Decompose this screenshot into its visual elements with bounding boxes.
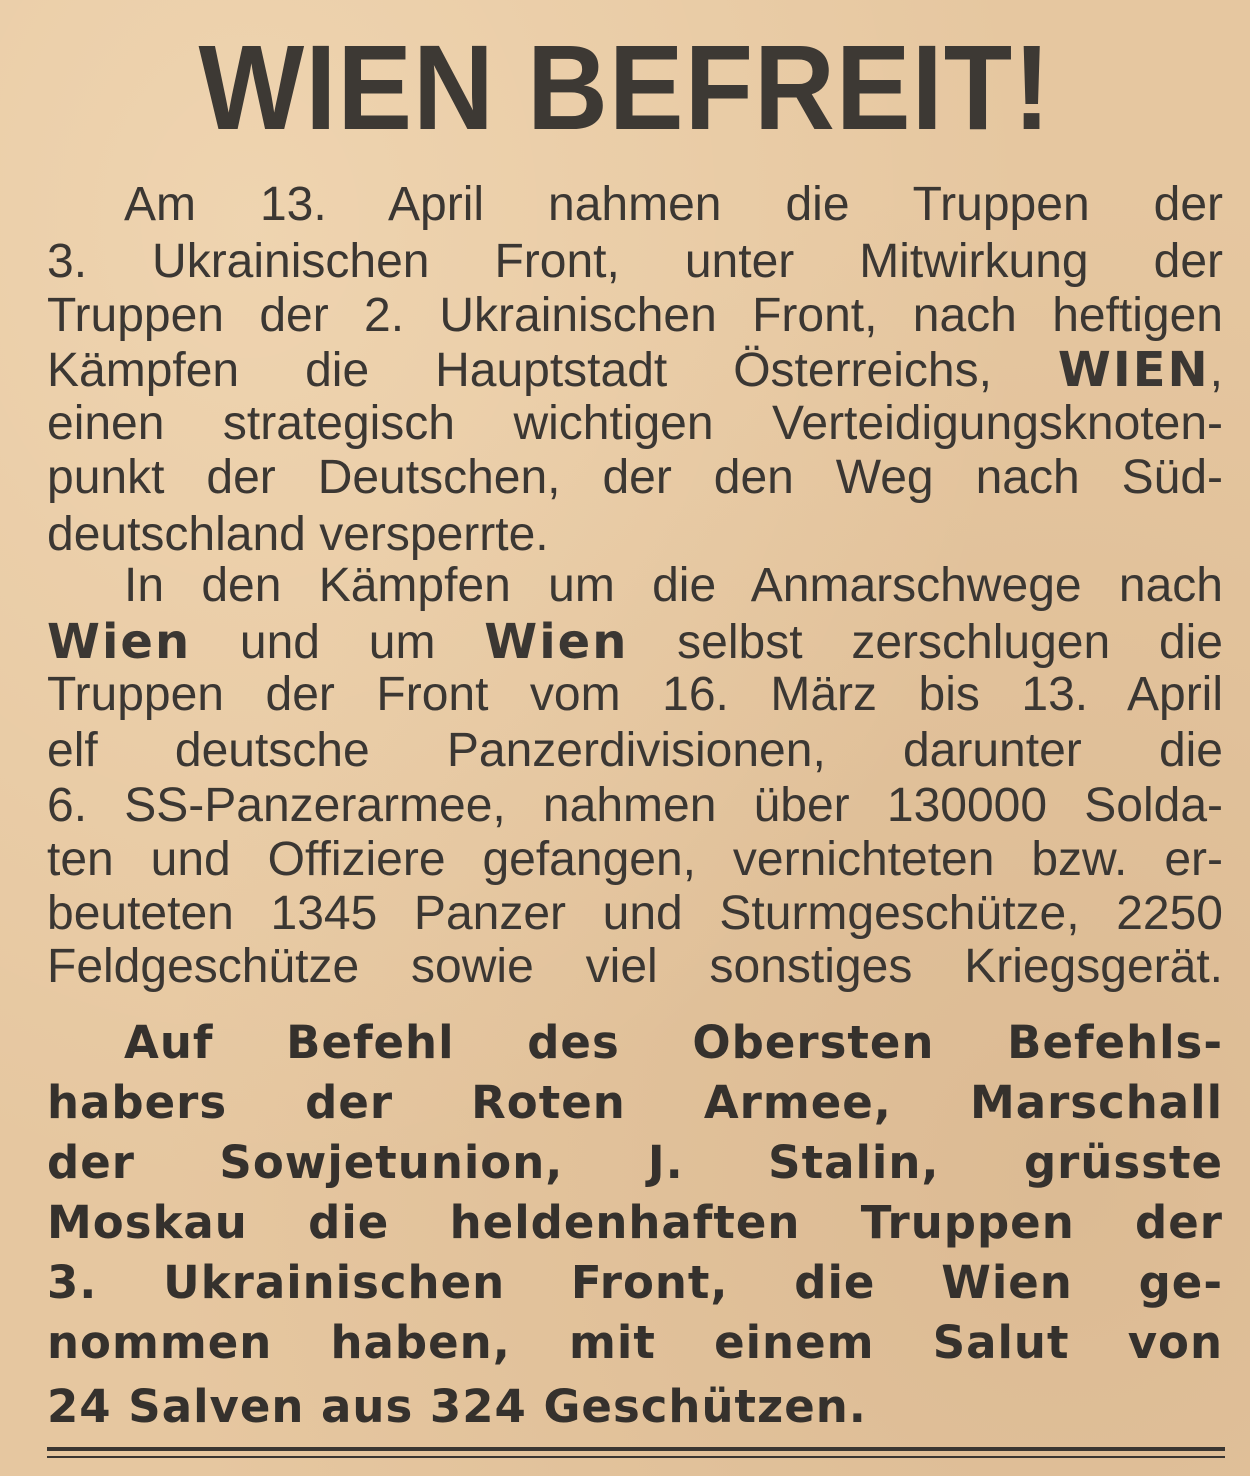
paragraph-2-line-4: elf deutsche Panzerdivisionen, darunter die	[47, 724, 1223, 777]
paragraph-3-line-6: nommen haben, mit einem Salut von	[47, 1316, 1223, 1369]
paragraph-1-line-4	[47, 339, 1223, 401]
closing-rule-thick	[47, 1447, 1225, 1451]
paragraph-2-line-1: In den Kämpfen um die Anmarschwege nach	[124, 559, 1223, 612]
paragraph-1-line-7: deutschland versperrte.	[47, 508, 549, 561]
city-name-emphasis: WIEN	[1057, 342, 1210, 398]
paragraph-2-line-7: beuteten 1345 Panzer und Sturmgeschütze, 2250	[47, 887, 1223, 940]
paragraph-2-line-8: Feldgeschütze sowie viel sonstiges Kriegsgerät.	[47, 940, 1223, 993]
line-text: Kämpfen die Hauptstadt Österreichs,	[47, 344, 1058, 397]
line-text: selbst zerschlugen die	[628, 616, 1223, 669]
line-text: und um	[191, 616, 485, 669]
paragraph-2-line-5: 6. SS-Panzerarmee, nahmen über 130000 Solda-	[47, 779, 1223, 832]
paragraph-1-line-3: Truppen der 2. Ukrainischen Front, nach heftigen	[47, 289, 1223, 342]
paragraph-3-line-5: 3. Ukrainischen Front, die Wien ge-	[47, 1256, 1223, 1309]
line-text: ,	[1209, 344, 1223, 397]
paragraph-1-line-5: einen strategisch wichtigen Verteidigungsknoten-	[47, 397, 1223, 450]
paragraph-3-line-4: Moskau die heldenhaften Truppen der	[47, 1196, 1223, 1249]
paragraph-2-line-6: ten und Offiziere gefangen, vernichteten bzw. er-	[47, 833, 1223, 886]
paragraph-1-line-1: Am 13. April nahmen die Truppen der	[124, 178, 1223, 231]
paragraph-1-line-6: punkt der Deutschen, der den Weg nach Süd-	[47, 451, 1223, 504]
paragraph-3-line-1: Auf Befehl des Obersten Befehls-	[124, 1016, 1223, 1069]
paragraph-3-line-3: der Sowjetunion, J. Stalin, grüsste	[47, 1136, 1223, 1189]
city-name-emphasis: Wien	[484, 614, 629, 670]
closing-rule-thin	[47, 1456, 1225, 1458]
paragraph-3-line-2: habers der Roten Armee, Marschall	[47, 1076, 1223, 1129]
headline: WIEN BEFREIT!	[198, 20, 1052, 156]
paragraph-1-line-2: 3. Ukrainischen Front, unter Mitwirkung der	[47, 235, 1223, 288]
city-name-emphasis: Wien	[47, 614, 192, 670]
paragraph-2-line-3: Truppen der Front vom 16. März bis 13. April	[47, 668, 1223, 721]
paragraph-3-line-7: 24 Salven aus 324 Geschützen.	[47, 1380, 867, 1433]
